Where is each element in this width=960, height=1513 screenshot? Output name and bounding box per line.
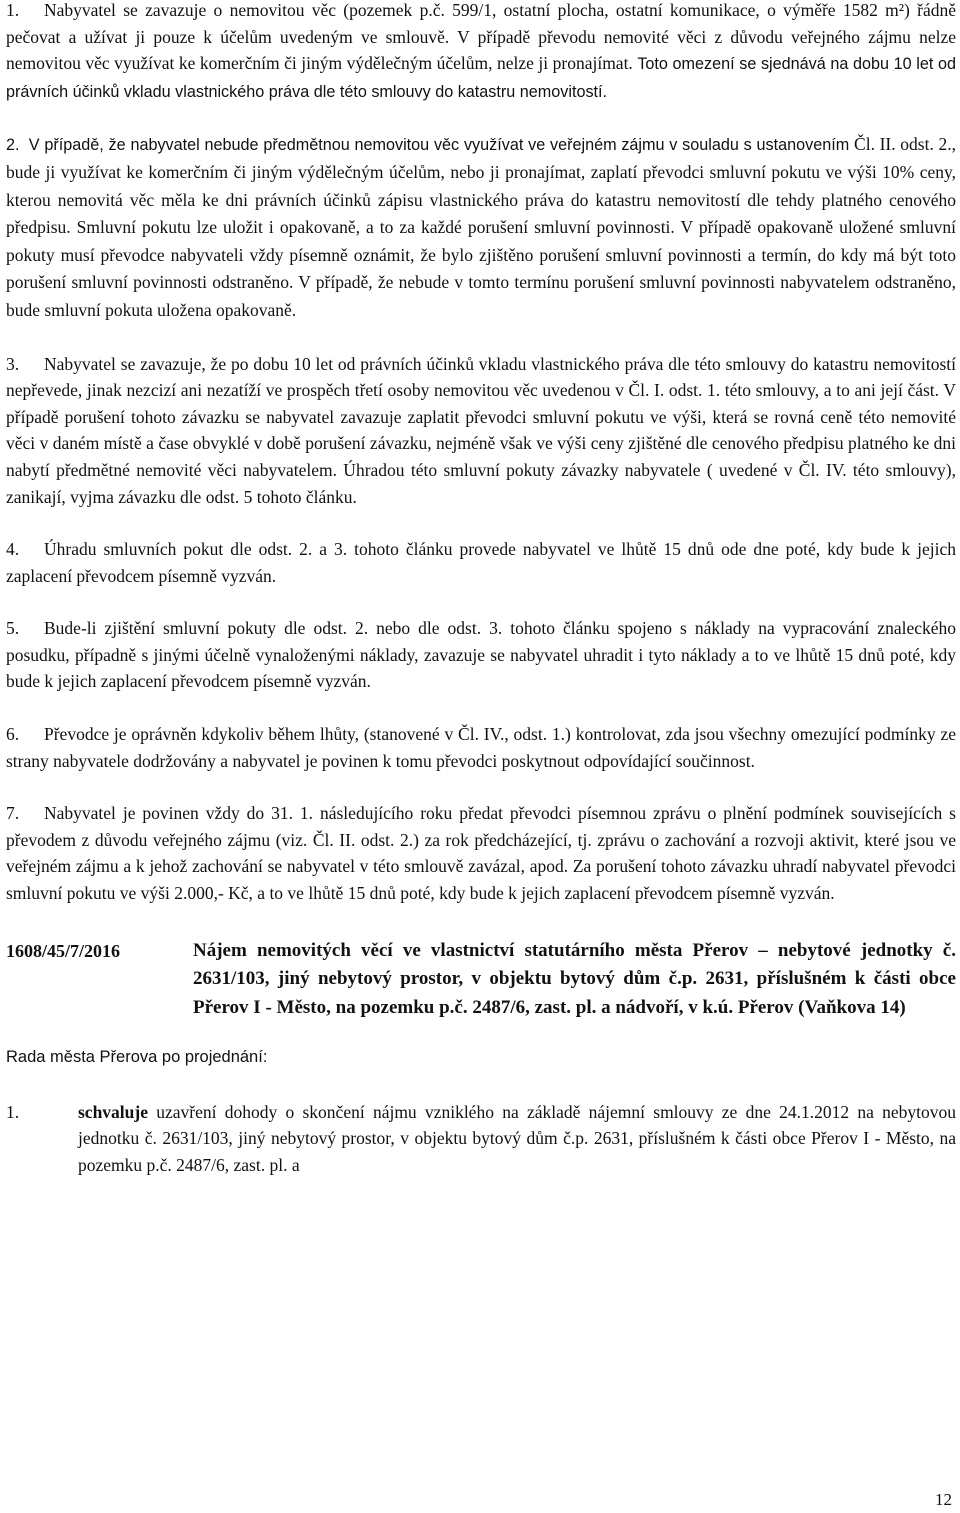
paragraph-number: 7. (6, 803, 20, 824)
paragraph-text: Převodce je oprávněn kdykoliv během lhůty, (stanovené v Čl. IV., odst. 1.) kontrolovat, zda jsou všechny omezující podmínky ze strany nabyvatele dodržovány a nabyvatel je povinen k tomu převodci poskytnout odpovídající součinnost. (6, 724, 956, 771)
paragraph-text: Bude-li zjištění smluvní pokuty dle odst. 2. nebo dle odst. 3. tohoto článku spojeno s náklady na vypracování znaleckého posudku, případně s jinými účelně vynaloženými náklady, zavazuje se nabyvatel uhradit i tyto náklady a to ve lhůtě 15 dnů poté, kdy bude k jejich zaplacení převodcem písemně vyzván. (6, 618, 956, 692)
paragraph-4 (6, 536, 956, 589)
paragraph-number: 3. (6, 353, 20, 374)
paragraph-text: Nabyvatel se zavazuje o nemovitou věc (pozemek p.č. 599/1, ostatní plocha, ostatní komunikace, o výměře 1582 m²) řádně pečovat a užívat ji pouze k účelům uvedeným ve smlouvě. V případě převodu nemovité věci z důvodu veřejného zájmu nelze nemovitou věc využívat ke komerčním či jiným výdělečným účelům, nelze ji pronajímat. (6, 0, 956, 74)
paragraph-1 (6, 0, 956, 105)
decision-number: 1. (6, 1101, 20, 1122)
paragraph-2 (6, 131, 956, 324)
paragraph-6 (6, 721, 956, 774)
paragraph-text: Úhradu smluvních pokut dle odst. 2. a 3. tohoto článku provede nabyvatel ve lhůtě 15 dnů ode dne poté, kdy bude k jejich zaplacení převodcem písemně vyzván. (6, 539, 956, 586)
paragraph-text: Nabyvatel je povinen vždy do 31. 1. následujícího roku předat převodci písemnou zprávu o plnění podmínek souvisejících s převodem z důvodu veřejného zájmu (viz. Čl. II. odst. 2.) za rok předcházející, tj. zprávu o zachování a rozvoji aktivit, které jsou ve veřejném zájmu a k jehož zachování se nabyvatel v této smlouvě zavázal, apod. Za porušení tohoto závazku uhradí nabyvatel převodci smluvní pokutu ve výši 2.000,- Kč, a to ve lhůtě 15 dnů poté, kdy bude k jejich zaplacení převodcem písemně vyzván. (6, 803, 956, 904)
paragraph-3 (6, 351, 956, 511)
resolution-id: 1608/45/7/2016 (6, 940, 121, 961)
paragraph-number: 4. (6, 539, 20, 560)
document-page (6, 0, 956, 1179)
resolution-heading (6, 937, 956, 1023)
resolution-title: Nájem nemovitých věcí ve vlastnictví statutárního města Přerov – nebytové jednotky č. 2631/103, jiný nebytový prostor, v objektu bytový dům č.p. 2631, příslušném k části obce Přerov I - Město, na pozemku p.č. 2487/6, zast. pl. a nádvoří, v k.ú. Přerov (Vaňkova 14) (193, 939, 956, 1018)
paragraph-text: Nabyvatel se zavazuje, že po dobu 10 let od právních účinků vkladu vlastnického práva dle této smlouvy do katastru nemovitostí nepřevede, jinak nezcizí ani nezatíží ve prospěch třetí osoby nemovitou věc uvedenou v Čl. I. odst. 1. této smlouvy, a to ani její část. V případě porušení tohoto závazku se nabyvatel zavazuje zaplatit převodci smluvní pokutu ve výši, která se rovná ceně této nemovité věci v daném místě a čase obvyklé v době porušení závazku, nejméně však ve výši ceny zjištěné dle cenového předpisu platného ke dni nabytí předmětné nemovité věci nabyvatelem. Úhradou této smluvní pokuty závazky nabyvatele ( uvedené v Čl. IV. této smlouvy), zanikají, vyjma závazku dle odst. 5 tohoto článku. (6, 353, 956, 507)
council-intro: Rada města Přerova po projednání: (6, 1048, 268, 1067)
paragraph-7 (6, 800, 956, 906)
paragraph-text: Čl. II. odst. 2., bude ji využívat ke komerčním či jiným výdělečným účelům, nebo ji pronajímat, zaplatí převodci smluvní pokutu ve výši 10% ceny, kterou nemovitá věc měla ke dni právních účinků zápisu vlastnického práva do katastru nemovitostí dle tehdy platného cenového předpisu. Smluvní pokutu lze uložit i opakovaně, a to za každé porušení smluvní povinnosti. V případě opakovaně uložené smluvní pokuty musí převodce nabyvateli vždy písemně oznámit, že bylo zjištěno porušení smluvní povinnosti a termín, do kdy má být toto porušení smluvní povinnosti odstraněno. V případě, že nebude v tomto termínu porušení smluvní povinnosti nabyvatelem odstraněno, bude smluvní pokuta uložena opakovaně. (6, 134, 957, 320)
paragraph-5 (6, 615, 956, 695)
paragraph-number: 6. (6, 724, 20, 745)
paragraph-number: 5. (6, 618, 20, 639)
decision-text: uzavření dohody o skončení nájmu vzniklého na základě nájemní smlouvy ze dne 24.1.2012 na nebytovou jednotku č. 2631/103, jiný nebytový prostor, v objektu bytový dům č.p. 2631, příslušném k části obce Přerov I - Město, na pozemku p.č. 2487/6, zast. pl. a (78, 1101, 956, 1175)
decision-text-block (78, 1099, 956, 1179)
paragraph-number: 2. (6, 136, 20, 155)
decision-keyword: schvaluje (78, 1101, 148, 1122)
decision-item (6, 1099, 956, 1179)
paragraph-number: 1. (6, 0, 20, 20)
paragraph-text-sans: V případě, že nabyvatel nebude předmětnou nemovitou věc využívat ve veřejném zájmu v souladu s ustanovením (28, 136, 850, 155)
page-number: 12 (935, 1490, 952, 1509)
paragraph-text-sans: Toto omezení se sjednává na dobu 10 let od právních účinků vkladu vlastnického práva dle této smlouvy do katastru nemovitostí. (6, 55, 956, 101)
